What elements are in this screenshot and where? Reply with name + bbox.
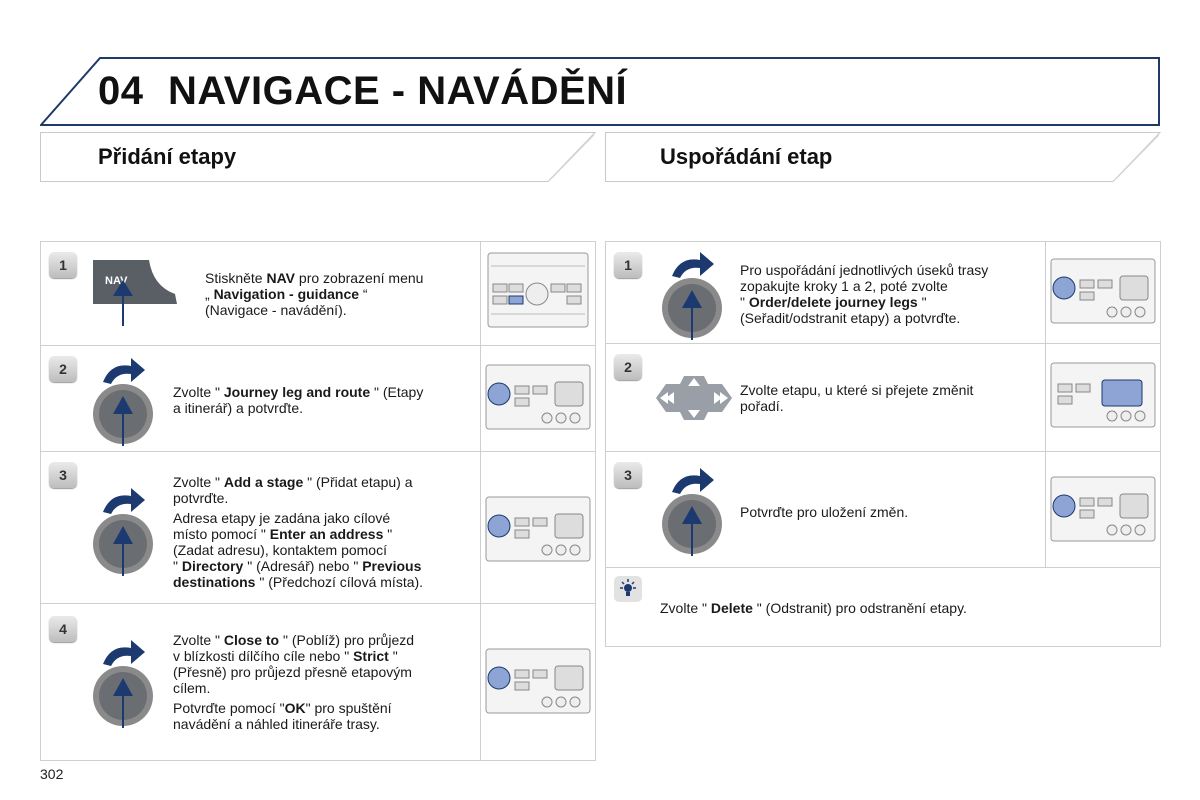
step-badge: 2 (49, 356, 77, 382)
rotary-knob-icon (658, 246, 728, 342)
chapter-title: NAVIGACE - NAVÁDĚNÍ (168, 69, 628, 113)
section-header-order-stages (605, 132, 1161, 182)
step-badge: 1 (614, 252, 642, 278)
step-badge: 4 (49, 616, 77, 642)
step-text: Potvrďte pro uložení změn. (740, 504, 909, 520)
step-text: Stiskněte NAV pro zobrazení menu „ Navigation - guidance “ (Navigace - navádění). (205, 270, 424, 318)
step-badge: 3 (49, 462, 77, 488)
step-row (41, 452, 595, 604)
step-badge: 1 (49, 252, 77, 278)
radio-knob-icon (485, 496, 591, 562)
radio-panel-thumbnail (1045, 344, 1160, 451)
step-text: Pro uspořádání jednotlivých úseků trasy zopakujte kroky 1 a 2, poté zvolte " Order/delete journey legs " (Seřadit/odstranit etapy) a potvrďte. (740, 262, 989, 326)
chapter-header (40, 57, 1160, 127)
add-stage-steps (40, 241, 596, 761)
step-text: Zvolte etapu, u které si přejete změnit pořadí. (740, 382, 974, 414)
order-stages-steps (605, 241, 1161, 647)
rotary-knob-icon (658, 462, 728, 558)
step-row (41, 242, 595, 346)
lightbulb-icon (614, 576, 642, 602)
directional-pad-icon (646, 370, 742, 426)
radio-knob-icon (485, 364, 591, 430)
radio-panel-thumbnail (480, 604, 595, 760)
step-text: Zvolte " Add a stage " (Přidat etapu) a potvrďte. Adresa etapy je zadána jako cílové místo pomocí " Enter an address " (Zadat adresu), kontaktem pomocí " Directory " (Adresář) nebo " Previous destinations " (Předchozí cílová místa). (173, 474, 424, 590)
radio-knob-icon (1050, 258, 1156, 324)
page-number: 302 (40, 766, 64, 782)
rotary-knob-icon (89, 634, 159, 730)
radio-knob-icon (485, 648, 591, 714)
step-row (606, 344, 1160, 452)
step-badge: 2 (614, 354, 642, 380)
step-badge: 3 (614, 462, 642, 488)
step-row (41, 346, 595, 452)
radio-pad-icon (1050, 362, 1156, 428)
nav-button-label: NAV (105, 275, 128, 287)
radio-panel-thumbnail (480, 452, 595, 603)
radio-panel-thumbnail (1045, 452, 1160, 567)
section-header-add-stage (40, 132, 596, 182)
section-title: Přidání etapy (98, 144, 237, 169)
chapter-number: 04 (98, 69, 144, 113)
step-row (41, 604, 595, 760)
rotary-knob-icon (89, 352, 159, 448)
step-row (606, 452, 1160, 568)
radio-panel-thumbnail (1045, 242, 1160, 343)
radio-knob-icon (1050, 476, 1156, 542)
rotary-knob-icon (89, 482, 159, 578)
tip-row (606, 568, 1160, 646)
radio-nav-button-icon (487, 252, 589, 328)
step-text: Zvolte " Close to " (Poblíž) pro průjezd v blízkosti dílčího cíle nebo " Strict " (Přesně) pro průjezd přesně etapovým cílem. Potvrďte pomocí "OK" pro spuštění navádění a náhled itineráře trasy. (173, 632, 415, 732)
step-row (606, 242, 1160, 344)
radio-panel-thumbnail (480, 242, 595, 345)
section-title: Uspořádání etap (660, 144, 833, 169)
tip-text: Zvolte " Delete " (Odstranit) pro odstranění etapy. (660, 600, 967, 616)
nav-button-icon (91, 256, 181, 336)
radio-panel-thumbnail (480, 346, 595, 451)
step-text: Zvolte " Journey leg and route " (Etapy a itinerář) a potvrďte. (173, 384, 424, 416)
